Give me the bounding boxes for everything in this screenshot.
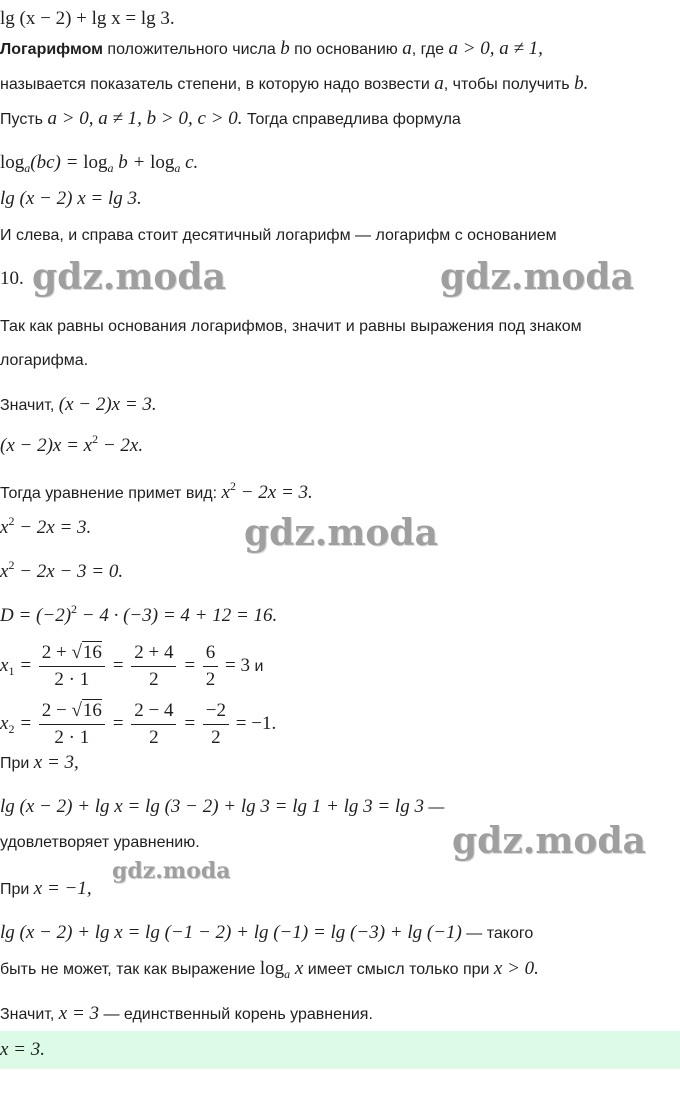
same-base-text-2: логарифма.	[0, 352, 89, 369]
let-line: Пусть a > 0, a ≠ 1, b > 0, c > 0. Тогда справедлива формула	[0, 108, 461, 129]
expand-line: $(x - 2)x = x^2 - 2x$.	[0, 432, 144, 456]
at-x3-line: При x = 3,	[0, 752, 79, 773]
check-x3: lg (x − 2) + lg x = lg (3 − 2) + lg 3 = lg 1 + lg 3 = lg 3 —	[0, 796, 445, 817]
same-base-text-1: Так как равны основания логарифмов, значит и равны выражения под знаком	[0, 318, 582, 335]
both-sides-text: И слева, и справа стоит десятичный логарифм — логарифм с основанием	[0, 227, 557, 244]
quadratic-line-2: $x^2 - 2x - 3 = 0$.	[0, 558, 124, 582]
equation-2: lg (x − 2) x = lg 3.	[0, 188, 142, 209]
so-line: Значит, (x − 2)x = 3.	[0, 394, 157, 415]
log-product-formula: $\log_a(bc) = \log_a b + \log_a c$.	[0, 152, 199, 175]
unique-root-line: Значит, x = 3 — единственный корень уравнения.	[0, 1003, 373, 1024]
watermark-logo: gdz.moda	[244, 512, 438, 554]
root-x1: $x_1$ = $\frac{2 + √16}{2 \cdot 1}$ = $\frac{2 + 4}{2}$ = $\frac{6}{2}$ = 3 и	[0, 642, 264, 691]
discriminant-line: $D = (-2)^2 - 4 \cdot (-3) = 4 + 12 = 16$.	[0, 602, 278, 626]
at-xm1-line: При x = −1,	[0, 878, 92, 899]
watermark-logo: gdz.moda	[440, 256, 634, 298]
definition-line-2: называется показатель степени, в которую надо возвести a, чтобы получить b.	[0, 73, 589, 94]
base-ten: 10.	[0, 268, 24, 289]
answer-box	[0, 1031, 680, 1069]
watermark-logo: gdz.moda	[112, 858, 231, 884]
root-x2: $x_2$ = $\frac{2 - √16}{2 \cdot 1}$ = $\frac{2 - 4}{2}$ = $\frac{-2}{2}$ = −1.	[0, 700, 277, 749]
watermark-logo: gdz.moda	[452, 820, 646, 862]
equation-top: lg (x − 2) + lg x = lg 3.	[0, 8, 175, 29]
term-logarithm: Логарифмом	[0, 41, 103, 58]
watermark-logo: gdz.moda	[32, 256, 226, 298]
definition-line-1: Логарифмом положительного числа b по основанию a, где a > 0, a ≠ 1,	[0, 38, 543, 59]
satisfies-text: удовлетворяет уравнению.	[0, 834, 200, 851]
check-xm1: lg (x − 2) + lg x = lg (−1 − 2) + lg (−1) = lg (−3) + lg (−1) — такого	[0, 922, 534, 943]
quadratic-line-1: $x^2 - 2x = 3$.	[0, 514, 92, 538]
cannot-be-line: быть не может, так как выражение $\log_a x$ имеет смысл только при x > 0.	[0, 958, 539, 981]
then-line: Тогда уравнение примет вид: $x^2 - 2x = 3$.	[0, 479, 313, 503]
answer-text: x = 3.	[0, 1039, 46, 1060]
